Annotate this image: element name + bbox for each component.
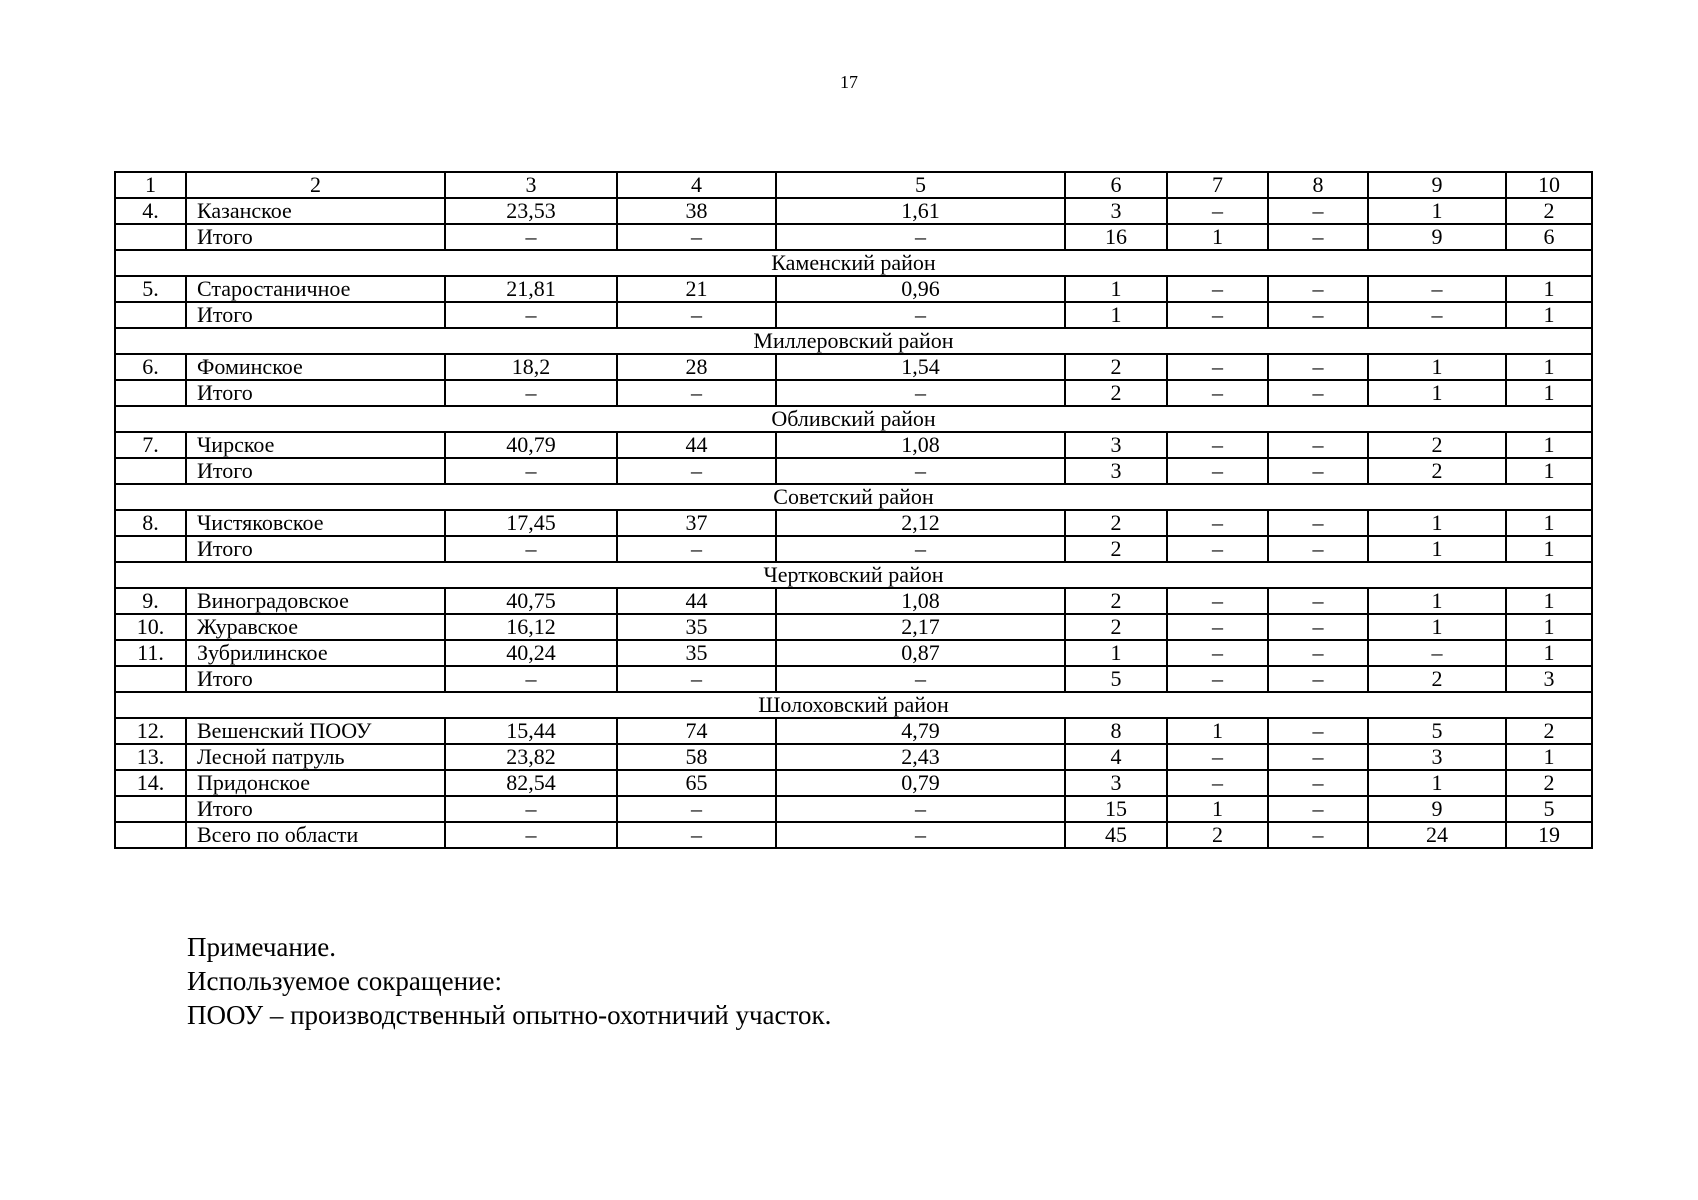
table-cell: 1,08	[776, 588, 1065, 614]
area-name-cell: Старостаничное	[186, 276, 445, 302]
hunting-grounds-table	[114, 171, 1593, 849]
table-cell: 40,75	[445, 588, 617, 614]
table-cell: 1	[1368, 354, 1506, 380]
table-cell: 0,87	[776, 640, 1065, 666]
table-cell: 65	[617, 770, 776, 796]
table-cell: –	[1268, 718, 1368, 744]
table-cell: 44	[617, 432, 776, 458]
note-abbreviation-intro: Используемое сокращение:	[187, 966, 502, 996]
table-cell: 35	[617, 640, 776, 666]
table-cell: 2,12	[776, 510, 1065, 536]
table-cell: 1	[1167, 796, 1268, 822]
header-cell: 1	[115, 172, 186, 198]
table-cell: 5	[1368, 718, 1506, 744]
table-cell	[115, 796, 186, 822]
table-cell: 40,24	[445, 640, 617, 666]
table-row	[115, 432, 1592, 458]
table-cell	[115, 666, 186, 692]
table-cell: –	[445, 302, 617, 328]
table-cell: –	[776, 666, 1065, 692]
table-cell: 16	[1065, 224, 1167, 250]
table-cell: –	[1268, 198, 1368, 224]
table-cell: 1	[1506, 380, 1592, 406]
table-cell: –	[617, 458, 776, 484]
table-cell: –	[1268, 432, 1368, 458]
table-cell: 2	[1065, 510, 1167, 536]
header-cell: 5	[776, 172, 1065, 198]
note-title: Примечание.	[187, 932, 337, 962]
area-name-cell: Вешенский ПООУ	[186, 718, 445, 744]
table-cell: –	[776, 796, 1065, 822]
area-name-cell: Виноградовское	[186, 588, 445, 614]
table-cell: –	[1368, 640, 1506, 666]
table-cell: 1	[1506, 510, 1592, 536]
table-cell: 14.	[115, 770, 186, 796]
area-name-cell: Чистяковское	[186, 510, 445, 536]
table-cell: 2	[1506, 770, 1592, 796]
table-cell: 18,2	[445, 354, 617, 380]
table-cell: –	[445, 796, 617, 822]
table-cell: –	[1268, 770, 1368, 796]
table-cell: –	[1167, 302, 1268, 328]
table-cell: 1	[1368, 510, 1506, 536]
table-cell	[115, 822, 186, 848]
district-row	[115, 562, 1592, 588]
table-cell: –	[776, 380, 1065, 406]
table-cell: 58	[617, 744, 776, 770]
table-row	[115, 354, 1592, 380]
table-cell: –	[1167, 380, 1268, 406]
table-cell: –	[445, 224, 617, 250]
table-cell: –	[1167, 458, 1268, 484]
area-name-cell: Итого	[186, 458, 445, 484]
table-cell: 3	[1065, 198, 1167, 224]
table-cell: 74	[617, 718, 776, 744]
table-cell: 6	[1506, 224, 1592, 250]
table-row	[115, 536, 1592, 562]
table-cell: 4	[1065, 744, 1167, 770]
area-name-cell: Зубрилинское	[186, 640, 445, 666]
table-row	[115, 276, 1592, 302]
table-cell: 2	[1065, 354, 1167, 380]
table-cell: 1	[1368, 770, 1506, 796]
table-cell: 35	[617, 614, 776, 640]
table-cell: 15,44	[445, 718, 617, 744]
table-cell: 1	[1167, 718, 1268, 744]
table-row	[115, 302, 1592, 328]
table-cell: 1,08	[776, 432, 1065, 458]
table-cell: 2,17	[776, 614, 1065, 640]
table-cell: 40,79	[445, 432, 617, 458]
table-cell: –	[1167, 588, 1268, 614]
table-row	[115, 770, 1592, 796]
table-cell: 4,79	[776, 718, 1065, 744]
table-cell: –	[1268, 276, 1368, 302]
table-cell: 1	[1065, 302, 1167, 328]
table-cell: 21	[617, 276, 776, 302]
table-cell: 2,43	[776, 744, 1065, 770]
table-cell: –	[1268, 536, 1368, 562]
table-cell: 4.	[115, 198, 186, 224]
table-cell: 1	[1506, 354, 1592, 380]
table-cell: 2	[1368, 666, 1506, 692]
table-row	[115, 796, 1592, 822]
table-cell: –	[1268, 822, 1368, 848]
table-cell: 1	[1506, 432, 1592, 458]
area-name-cell: Всего по области	[186, 822, 445, 848]
header-cell: 10	[1506, 172, 1592, 198]
table-cell: –	[776, 822, 1065, 848]
area-name-cell: Итого	[186, 536, 445, 562]
table-cell: 2	[1368, 432, 1506, 458]
table-cell: 1	[1368, 536, 1506, 562]
table-cell: –	[1167, 744, 1268, 770]
table-cell: –	[617, 822, 776, 848]
table-cell: 15	[1065, 796, 1167, 822]
table-cell: –	[1268, 666, 1368, 692]
table-cell: 2	[1065, 536, 1167, 562]
table-cell: –	[617, 536, 776, 562]
table-cell: –	[617, 796, 776, 822]
table-row	[115, 458, 1592, 484]
note-abbreviation-definition: ПООУ – производственный опытно-охотничий участок.	[187, 1000, 832, 1030]
table-cell: –	[1167, 640, 1268, 666]
table-cell: –	[776, 458, 1065, 484]
table-cell: 1	[1368, 380, 1506, 406]
area-name-cell: Итого	[186, 302, 445, 328]
table-cell: 0,96	[776, 276, 1065, 302]
district-heading: Советский район	[115, 484, 1592, 510]
table-cell: –	[445, 666, 617, 692]
table-cell: –	[776, 224, 1065, 250]
table-cell: 2	[1506, 198, 1592, 224]
header-cell: 6	[1065, 172, 1167, 198]
table-cell: –	[1268, 458, 1368, 484]
table-cell: 0,79	[776, 770, 1065, 796]
table-cell: 9.	[115, 588, 186, 614]
page-number: 17	[840, 72, 858, 92]
table-cell: 1	[1368, 588, 1506, 614]
district-row	[115, 692, 1592, 718]
table-cell: 1	[1506, 536, 1592, 562]
area-name-cell: Журавское	[186, 614, 445, 640]
table-cell: 44	[617, 588, 776, 614]
table-cell: –	[1167, 510, 1268, 536]
table-cell: 5	[1506, 796, 1592, 822]
table-cell: 17,45	[445, 510, 617, 536]
table-cell: –	[1268, 302, 1368, 328]
table-cell	[115, 380, 186, 406]
table-cell: 1	[1506, 614, 1592, 640]
table-cell: –	[445, 822, 617, 848]
district-row	[115, 250, 1592, 276]
table-cell: 5	[1065, 666, 1167, 692]
table-cell: 8	[1065, 718, 1167, 744]
table-cell: 3	[1065, 770, 1167, 796]
header-cell: 8	[1268, 172, 1368, 198]
table-cell: 23,53	[445, 198, 617, 224]
header-cell: 7	[1167, 172, 1268, 198]
table-cell	[115, 458, 186, 484]
table-cell: –	[617, 224, 776, 250]
table-cell: 16,12	[445, 614, 617, 640]
table-cell: 8.	[115, 510, 186, 536]
table-cell: 21,81	[445, 276, 617, 302]
area-name-cell: Казанское	[186, 198, 445, 224]
district-heading: Каменский район	[115, 250, 1592, 276]
table-cell: 1	[1506, 458, 1592, 484]
table-cell: –	[617, 302, 776, 328]
table-cell: 45	[1065, 822, 1167, 848]
district-row	[115, 328, 1592, 354]
table-cell: 1	[1167, 224, 1268, 250]
table-row	[115, 588, 1592, 614]
table-cell: –	[1167, 770, 1268, 796]
table-cell: 37	[617, 510, 776, 536]
table-cell: 3	[1368, 744, 1506, 770]
district-heading: Миллеровский район	[115, 328, 1592, 354]
table-cell: 12.	[115, 718, 186, 744]
table-cell: –	[1268, 354, 1368, 380]
table-cell: –	[1368, 302, 1506, 328]
table-cell: –	[445, 458, 617, 484]
table-cell: 1	[1506, 588, 1592, 614]
table-cell: 13.	[115, 744, 186, 770]
table-cell: 5.	[115, 276, 186, 302]
table-cell: 10.	[115, 614, 186, 640]
table-cell: 9	[1368, 796, 1506, 822]
table-cell: 7.	[115, 432, 186, 458]
table-cell: –	[1268, 640, 1368, 666]
district-row	[115, 484, 1592, 510]
table-cell: 1	[1506, 302, 1592, 328]
note-block	[187, 930, 831, 1032]
table-cell: 11.	[115, 640, 186, 666]
table-row	[115, 666, 1592, 692]
area-name-cell: Итого	[186, 796, 445, 822]
table-cell: 28	[617, 354, 776, 380]
area-name-cell: Лесной патруль	[186, 744, 445, 770]
table-cell: 1	[1506, 744, 1592, 770]
table-cell: –	[1268, 380, 1368, 406]
table-cell: 1	[1368, 198, 1506, 224]
table-cell: 1	[1065, 276, 1167, 302]
table-cell: 2	[1065, 588, 1167, 614]
table-cell	[115, 224, 186, 250]
table-cell: –	[1268, 588, 1368, 614]
table-header-row	[115, 172, 1592, 198]
table-row	[115, 380, 1592, 406]
table-cell: 3	[1065, 458, 1167, 484]
table-row	[115, 510, 1592, 536]
table-row	[115, 822, 1592, 848]
district-row	[115, 406, 1592, 432]
table-cell: –	[1167, 198, 1268, 224]
table-cell: 2	[1065, 380, 1167, 406]
district-heading: Чертковский район	[115, 562, 1592, 588]
table-cell: –	[1167, 354, 1268, 380]
table-cell: –	[1167, 614, 1268, 640]
table-cell: 23,82	[445, 744, 617, 770]
table-cell: 38	[617, 198, 776, 224]
table-cell: –	[1268, 224, 1368, 250]
table-cell: 2	[1167, 822, 1268, 848]
table-cell: 3	[1065, 432, 1167, 458]
area-name-cell: Чирское	[186, 432, 445, 458]
header-cell: 2	[186, 172, 445, 198]
area-name-cell: Фоминское	[186, 354, 445, 380]
table-row	[115, 640, 1592, 666]
table-cell: –	[776, 302, 1065, 328]
area-name-cell: Итого	[186, 380, 445, 406]
table-cell: 2	[1368, 458, 1506, 484]
table-cell: 1	[1065, 640, 1167, 666]
table-cell: –	[1268, 614, 1368, 640]
table-cell: –	[1167, 432, 1268, 458]
table-cell: –	[445, 380, 617, 406]
table-cell: –	[1268, 796, 1368, 822]
table-cell: –	[445, 536, 617, 562]
header-cell: 4	[617, 172, 776, 198]
table-cell: 9	[1368, 224, 1506, 250]
table-body	[115, 172, 1592, 848]
table-cell	[115, 302, 186, 328]
table-row	[115, 198, 1592, 224]
table-row	[115, 718, 1592, 744]
table-cell: –	[1368, 276, 1506, 302]
table-cell: 1	[1506, 640, 1592, 666]
table-cell: 1	[1506, 276, 1592, 302]
table-cell: 2	[1506, 718, 1592, 744]
district-heading: Обливский район	[115, 406, 1592, 432]
table-cell: 1,54	[776, 354, 1065, 380]
table-cell: 2	[1065, 614, 1167, 640]
header-cell: 3	[445, 172, 617, 198]
table-cell: 82,54	[445, 770, 617, 796]
table-row	[115, 224, 1592, 250]
table-cell: –	[1167, 666, 1268, 692]
table-cell: –	[1167, 536, 1268, 562]
table-cell: –	[617, 380, 776, 406]
table-cell: –	[1268, 744, 1368, 770]
table-cell: 3	[1506, 666, 1592, 692]
table-row	[115, 614, 1592, 640]
table-cell: 1,61	[776, 198, 1065, 224]
area-name-cell: Итого	[186, 666, 445, 692]
table-cell: 19	[1506, 822, 1592, 848]
header-cell: 9	[1368, 172, 1506, 198]
table-cell: 24	[1368, 822, 1506, 848]
table-cell: –	[1167, 276, 1268, 302]
area-name-cell: Придонское	[186, 770, 445, 796]
table-row	[115, 744, 1592, 770]
table-cell	[115, 536, 186, 562]
area-name-cell: Итого	[186, 224, 445, 250]
district-heading: Шолоховский район	[115, 692, 1592, 718]
table-cell: –	[617, 666, 776, 692]
table-cell: –	[1268, 510, 1368, 536]
table-cell: –	[776, 536, 1065, 562]
table-cell: 1	[1368, 614, 1506, 640]
table-cell: 6.	[115, 354, 186, 380]
